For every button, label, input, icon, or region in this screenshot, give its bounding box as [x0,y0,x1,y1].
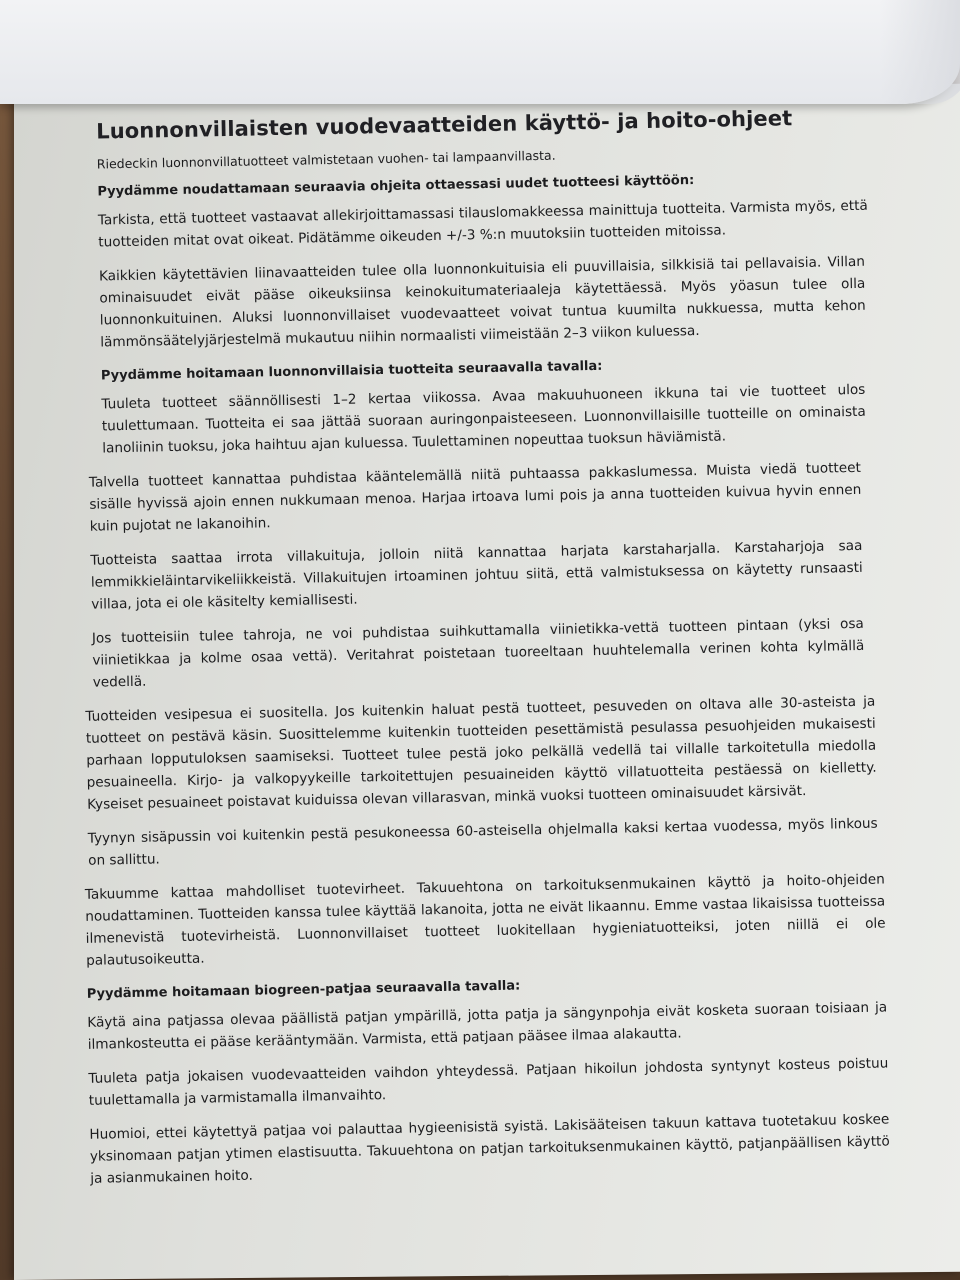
section-heading-mattress-care: Pyydämme hoitamaan biogreen-patjaa seuraavalla tavalla: [86,978,521,1002]
paragraph: Huomioi, ettei käytettyä patjaa voi palauttaa hygieenisistä syistä. Lakisääteisen takuun kattava tuotetakuu koskee yksinomaan patjan ytimen elastisuutta. Takuuehtona on patjan tarkoituksenmukainen käyttö, patjanpäällisen käyttö ja asianmukainen hoito. [89,1111,890,1187]
section-heading-intro: Pyydämme noudattamaan seuraavia ohjeita ottaessasi uudet tuotteesi käyttöön: [97,173,695,200]
paragraph: Tuotteista saattaa irrota villakuituja, jolloin niitä kannattaa harjata karstaharjalla. Karstaharjoja saa lemmikkieläintarvikeliikkeistä. Villakuitujen irtoaminen johtuu siitä, että valmistuksessa on käytetty runsaasti villaa, jota ei ole käsitelty kemiallisesti. [90,537,863,613]
paragraph: Jos tuotteisiin tulee tahroja, ne voi puhdistaa suihkuttamalla viinietikka-vettä tuotteen pintaan (yksi osa viinietikkaa ja kolme osaa vettä). Veritahrat poistetaan tuoreeltaan huuhtelemalla verinen kohta kylmällä vedellä. [91,615,865,691]
top-paper-sheet [0,0,960,104]
document-subtitle: Riedeckin luonnonvillatuotteet valmistetaan vuohen- tai lampaanvillasta. [96,147,556,172]
paper-curl [880,0,960,104]
document-title: Luonnonvillaisten vuodevaatteiden käyttö- ja hoito-ohjeet [95,106,793,144]
section-heading-wool-care: Pyydämme hoitamaan luonnonvillaisia tuotteita seuraavalla tavalla: [100,358,603,384]
paragraph: Kaikkien käytettävien liinavaatteiden tulee olla luonnonkuituisia eli puuvillaisia, silkkisiä tai pellavaisia. Villan ominaisuudet eivät pääse oikeuksiinsa keinokuitumateriaaleja käytettäessä. Myös yöasun tulee olla luonnonkuituinen. Aluksi luonnonvillaiset vuodevaatteet voivat tuntua kuumilta nukkuessa, mutta kehon lämmönsäätelyjärjestelmä mukautuu niihin normaalisti viimeistään 2–3 viikon kuluessa. [98,253,866,351]
paragraph: Takuumme kattaa mahdolliset tuotevirheet. Takuuehtona on tarkoituksenmukainen käyttö ja hoito-ohjeiden noudattaminen. Tuotteiden kanssa tulee käyttää lakanoita, jotta ne eivät likaannu. Emme vastaa likaisissa tuotteissa ilmenevistä tuotevirheistä. Luonnonvillaiset tuotteet luokitellaan hygieniatuotteiksi, joten niillä ei ole palautusoikeutta. [84,871,886,969]
paragraph: Tyynyn sisäpussin voi kuitenkin pestä pesukoneessa 60-asteisella ohjelmalla kaksi kertaa vuodessa, myös linkous on sallittu. [87,815,878,869]
paragraph: Tarkista, että tuotteet vastaavat allekirjoittamassasi tilauslomakkeessa mainittuja tuotteita. Varmista myös, että tuotteiden mitat ovat oikeat. Pidätämme oikeuden +/-3 %:n muutoksiin tuotteiden mitoissa. [97,197,868,251]
paragraph: Tuuleta tuotteet säännöllisesti 1–2 kertaa viikossa. Avaa makuuhuoneen ikkuna tai vie tuotteet ulos tuulettumaan. Tuotteita ei saa jättää suoraan auringonpaisteeseen. Luonnonvillaisille tuotteille on ominaista lanoliinin tuoksu, joka haihtuu ajan kuluessa. Tuulettaminen nopeuttaa tuoksun häviämistä. [101,381,866,457]
paragraph: Tuuleta patja jokaisen vuodevaatteiden vaihdon yhteydessä. Patjaan hikoilun johdosta syntynyt kosteus poistuu tuulettamalla ja varmistamalla ilmanvaihto. [88,1055,889,1109]
document-content [70,105,891,1202]
paragraph: Käytä aina patjassa olevaa päällistä patjan ympärillä, jotta patja ja sängynpohja eivät kosketa suoraan toisiaan ja ilmankosteutta ei pääse kerääntymään. Varmista, että patjaan pääsee ilmaa alakautta. [87,999,888,1053]
paragraph: Talvella tuotteet kannattaa puhdistaa kääntelemällä niitä puhtaassa pakkaslumessa. Muista viedä tuotteet sisälle hyvissä ajoin ennen nukkumaan menoa. Harjaa irtoava lumi pois ja anna tuotteiden kuivua hyvin ennen kuin pujotat ne lakanoihin. [88,459,862,535]
paragraph: Tuotteiden vesipesua ei suositella. Jos kuitenkin haluat pestä tuotteet, pesuveden on oltava alle 30-asteista ja tuotteet on pestävä käsin. Suosittelemme kuitenkin tuotteiden pesettämistä pesulassa pesuohjeiden mukaisesti parhaan lopputuloksen saamiseksi. Tuotteet tulee pestä joko pelkällä vedellä tai villalle tarkoitetulla miedolla pesuaineella. Kirjo- ja valkopyykeille tarkoitettujen pesuaineiden käyttö villatuotteita pestäessä on kielletty. Kyseiset pesuaineet poistavat kuiduissa olevan villarasvan, minkä vuoksi tuotteen ominaisuudet kärsivät. [85,693,877,813]
